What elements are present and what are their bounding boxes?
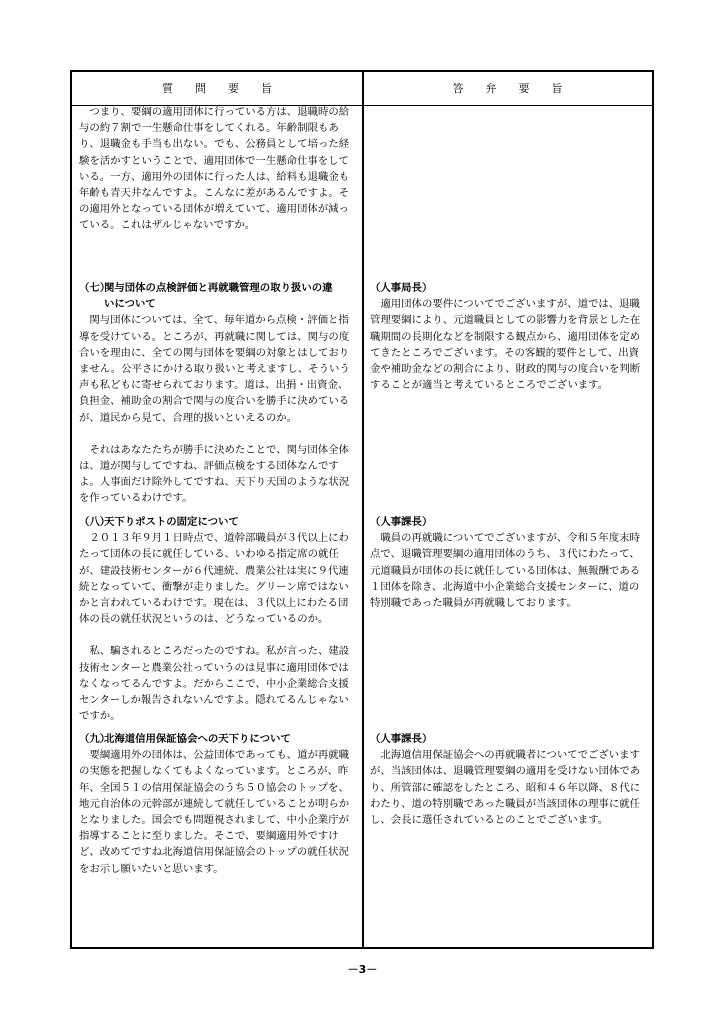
question-title-continuation: いについて <box>103 298 156 311</box>
answer-column-header: 答 弁 要 旨 <box>452 82 563 95</box>
question-paragraph: それはあなたたちが勝手に決めたことで、関与団体全体は、道が関与してですね、評価点検をする団体なんですよ。人事面だけ除外してですね、天下り天国のような状況を作っているわけです。 <box>79 443 350 505</box>
question-title <box>79 731 353 747</box>
question-title-text: 北海道信用保証協会への天下りについて <box>103 733 291 745</box>
page-number: －3－ <box>347 963 378 976</box>
answer-paragraph: 職員の再就職についてでございますが、令和５年度末時点で、退職管理要綱の適用団体のうち、３代にわたって、元道職員が団体の長に就任している団体は、無報酬である１団体を除き、北海道中小企業総合支援センターに、道の特別職であった職員が再就職しております。 <box>370 532 641 610</box>
question-title-number: （九） <box>79 733 111 745</box>
question-block-continuation <box>79 104 353 234</box>
question-paragraph: つまり、要綱の適用団体に行っている方は、退職時の給与の約７割で一生懸命仕事をしてくれる。年齢制限もあり、退職金も手当も出ない。でも、公務員として培った経験を活かすということで、適用団体で一生懸命仕事をしている。一方、適用外の団体に行った人は、給料も退職金も年齢も青天井なんですよ。こんなに差があるんですよ。その適用外となっている団体が増えていて、適用団体が減っている。これはザルじゃないですか。 <box>79 106 350 232</box>
question-block-8 <box>79 514 353 724</box>
question-paragraph: 私、騙されるところだったのですね。私が言った、建設技術センターと農業公社っていうのは見事に適用団体ではなくなってるんですよ。だからここで、中小企業総合支援センターしか報告されないんですよ。隠れてるんじゃないですか。 <box>79 645 350 723</box>
question-title-number: （八） <box>79 516 111 528</box>
answer-speaker: （人事局長） <box>370 282 433 294</box>
answer-paragraph: 適用団体の要件についてでございますが、道では、退職管理要綱により、元道職員としての影響力を背景とした在職期間の長期化などを制限する観点から、適用団体を定めてきたところでございます。その客観的要件として、出資金や補助金などの割合により、財政的関与の度合いを判断することが適当と考えているところでございます。 <box>370 298 641 392</box>
question-paragraph: 関与団体については、全て、毎年道から点検・評価と指導を受けている。ところが、再就職に関しては、関与の度合いを理由に、全ての関与団体を要綱の対象とはしておりません。公平さにかける取り扱いと考えますし、そういう声も私どもに寄せられております。道は、出捐・出資金、負担金、補助金の割合で関与の度合いを勝手に決めているが、道民から見て、合理的扱いといえるのか。 <box>79 314 350 424</box>
question-column-header: 質 問 要 旨 <box>162 82 272 95</box>
answer-paragraph: 北海道信用保証協会への再就職者についてでございますが、当該団体は、退職管理要綱の適用を受けない団体であり、所管部に確認をしたところ、昭和４６年以降、８代にわたり、道の特別職であった職員が当該団体の理事に就任し、会長に選任されているとのことでございます。 <box>370 749 641 827</box>
question-block-7 <box>79 280 353 507</box>
question-title-text: 関与団体の点検評価と再就職管理の取り扱いの違 <box>103 282 333 294</box>
answer-block-9 <box>370 731 644 828</box>
answer-block-7 <box>370 280 644 393</box>
column-divider <box>362 72 364 947</box>
question-block-9 <box>79 731 353 877</box>
question-title-text: 天下りポストの固定について <box>103 516 239 528</box>
question-title-number: （七） <box>79 282 111 294</box>
answer-block-8 <box>370 514 644 611</box>
question-title <box>79 280 353 296</box>
question-paragraph: ２０１３年９月１日時点で、道幹部職員が３代以上にわたって団体の長に就任している、いわゆる指定席の就任が、建設技術センターが６代連続、農業公社は実に９代連続となっていて、衝撃が走りました。グリーン席ではないかと言われているわけです。現在は、３代以上にわたる団体の長の就任状況というのは、どうなっているのか。 <box>79 532 349 626</box>
question-paragraph: 要綱適用外の団体は、公益団体であっても、道が再就職の実態を把握しなくてもよくなっています。ところが、昨年、全国５１の信用保証協会のうち５０協会のトップを、地元自治体の元幹部が連続して就任していることが明らかとなりました。国会でも問題視されまして、中小企業庁が指導することに至りました。そこで、要綱適用外ですけど、改めてですね北海道信用保証協会のトップの就任状況をお示し願いたいと思います。 <box>79 749 350 875</box>
answer-speaker: （人事課長） <box>370 733 433 745</box>
question-title <box>79 514 353 530</box>
answer-speaker: （人事課長） <box>370 516 433 528</box>
